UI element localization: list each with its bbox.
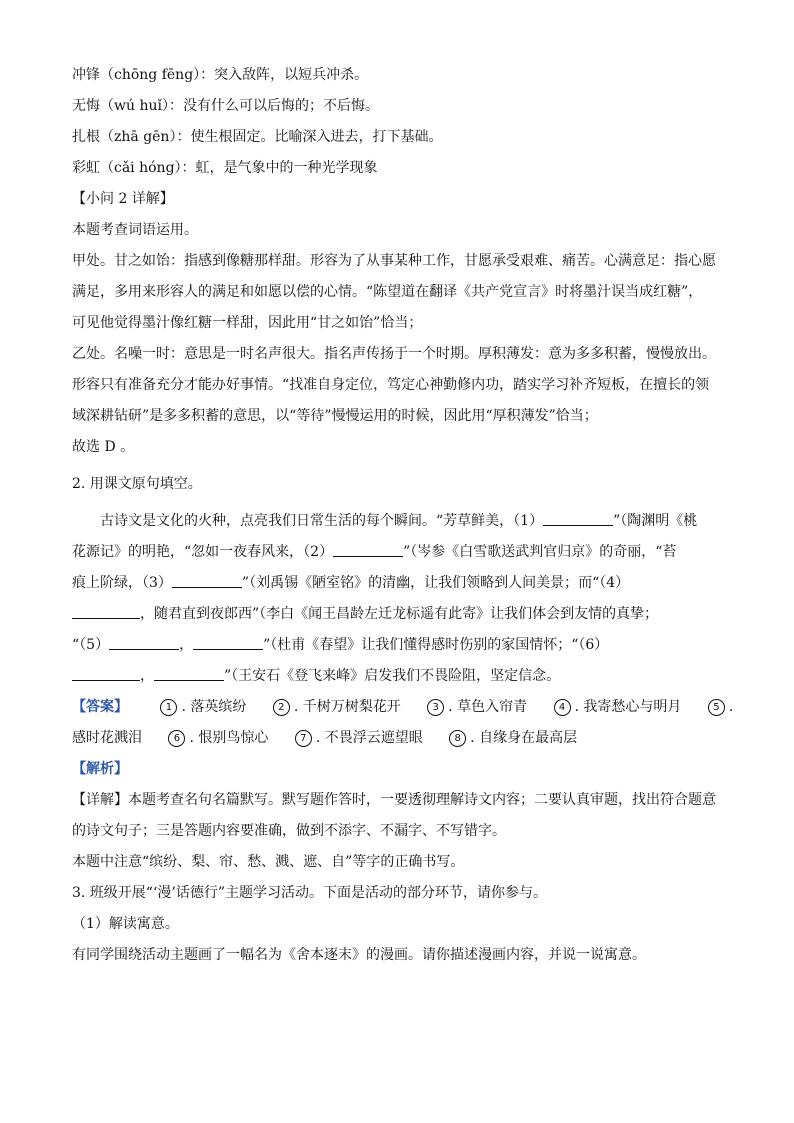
fill-blank-6b[interactable]	[154, 665, 224, 681]
answer-number: 8	[449, 730, 466, 747]
poem-line	[72, 506, 722, 537]
poem-text: ，	[140, 668, 154, 684]
answer-number: 1	[160, 699, 177, 716]
answer-number: 5	[708, 699, 725, 716]
poem-line	[72, 630, 722, 661]
answer-text: 感时花溅泪	[72, 730, 142, 746]
answer-item	[273, 699, 401, 715]
yi-line: 形容只有准备充分才能办好事情。“找准自身定位，笃定心神勤修内功，踏实学习补齐短板，在擅长的领	[72, 377, 710, 393]
poem-line	[72, 537, 722, 568]
answer-item	[295, 730, 423, 746]
answer-number: 6	[168, 730, 185, 747]
q3-subtitle: （1）解读寓意。	[72, 916, 179, 932]
poem-text: ”（刘禹锡《陋室铭》的清幽，让我们领略到人间美景；而“（4）	[241, 575, 630, 591]
q3-title: 3. 班级开展“‘漫’话德行”主题学习活动。下面是活动的部分环节，请你参与。	[72, 885, 548, 901]
poem-text: 花源记》的明艳，“忽如一夜春风来，（2）	[72, 544, 334, 560]
poem-text: ，随君直到夜郎西”（李白《闻王昌龄左迁龙标遥有此寄》让我们体会到友情的真挚；	[140, 606, 659, 622]
q2-title: 2. 用课文原句填空。	[72, 476, 202, 492]
definition-line: 扎根（zhā gēn）：使生根固定。比喻深入进去，打下基础。	[72, 129, 443, 145]
answer-text: . 自缘身在最高层	[470, 730, 578, 746]
detail-line: 本题中注意“缤纷、梨、帘、愁、溅、遮、自”等字的正确书写。	[72, 854, 465, 870]
poem-line	[72, 568, 722, 599]
answer-number: 2	[273, 699, 290, 716]
answer-number: 3	[427, 699, 444, 716]
definition-line: 冲锋（chōng fēng）：突入敌阵，以短兵冲杀。	[72, 67, 369, 83]
poem-line	[72, 599, 722, 630]
answer-text: . 草色入帘青	[448, 699, 528, 715]
q3-text: 有同学围绕活动主题画了一幅名为《舍本逐末》的漫画。请你描述漫画内容，并说一说寓意。	[72, 947, 646, 963]
answer-number: 4	[554, 699, 571, 716]
fill-blank-5b[interactable]	[193, 634, 263, 650]
q2-detail-heading: 【小问 2 详解】	[72, 191, 174, 207]
answer-text: . 恨别鸟惊心	[189, 730, 269, 746]
yi-line: 域深耕钻研”是多多积蓄的意思，以“等待”慢慢运用的时候，因此用“厚积薄发”恰当；	[72, 408, 598, 424]
detail-line: 【详解】本题考查名句名篇默写。默写题作答时，一要透彻理解诗文内容；二要认真审题，找出符合题意	[72, 792, 716, 808]
poem-text: 痕上阶绿，（3）	[72, 575, 172, 591]
answer-row	[72, 692, 734, 723]
poem-text: ”（王安石《登飞来峰》启发我们不畏险阻，坚定信念。	[224, 668, 561, 684]
poem-text: ”（陶渊明《桃	[613, 513, 698, 529]
analysis-label: 【解析】	[72, 761, 128, 777]
answer-number: 7	[295, 730, 312, 747]
answer-item	[168, 730, 268, 746]
fill-blank-3[interactable]	[172, 572, 242, 588]
fill-blank-4[interactable]	[72, 603, 140, 619]
definition-line: 彩虹（cǎi hóng）：虹，是气象中的一种光学现象	[72, 160, 378, 176]
answer-item	[427, 699, 527, 715]
answer-item	[554, 699, 682, 715]
poem-text: 古诗文是文化的火种，点亮我们日常生活的每个瞬间。“芳草鲜美，（1）	[100, 513, 544, 529]
answer-item	[449, 730, 577, 746]
fill-blank-5a[interactable]	[109, 634, 179, 650]
poem-text: ”（杜甫《春望》让我们懂得感时伤别的家国情怀；“（6）	[263, 637, 609, 653]
jia-line: 可见他觉得墨汁像红糖一样甜，因此用“甘之如饴”恰当；	[72, 315, 423, 331]
fill-blank-2[interactable]	[333, 541, 403, 557]
definition-line: 无悔（wú huǐ）：没有什么可以后悔的；不后悔。	[72, 98, 379, 114]
answer-text: . 落英缤纷	[181, 699, 247, 715]
answer-item	[708, 699, 733, 715]
poem-line	[72, 661, 722, 692]
answer-text: . 不畏浮云遮望眼	[315, 730, 423, 746]
detail-line: 的诗文句子；三是答题内容要准确，做到不添字、不漏字、不写错字。	[72, 823, 506, 839]
answer-item	[160, 699, 246, 715]
poem-text: ”（岑参《白雪歌送武判官归京》的奇丽，“苔	[403, 544, 677, 560]
answer-text: . 千树万树梨花开	[293, 699, 401, 715]
fill-blank-1[interactable]	[543, 510, 613, 526]
document-page	[72, 60, 734, 971]
answer-text: . 我寄愁心与明月	[574, 699, 682, 715]
fill-blank-6a[interactable]	[72, 665, 140, 681]
choose-answer: 故选 D 。	[72, 439, 135, 455]
q2-intro: 本题考查词语运用。	[72, 222, 198, 238]
jia-line: 满足，多用来形容人的满足和如愿以偿的心情。“陈望道在翻译《共产党宣言》时将墨汁误当成红糖”，	[72, 284, 703, 300]
answer-text: .	[728, 699, 734, 715]
answer-row	[72, 723, 722, 754]
jia-line: 甲处。甘之如饴：指感到像糖那样甜。形容为了从事某种工作，甘愿承受艰难、痛苦。心满意足：指心愿	[72, 253, 716, 269]
poem-text: “（5）	[72, 637, 110, 653]
yi-line: 乙处。名噪一时：意思是一时名声很大。指名声传扬于一个时期。厚积薄发：意为多多积蓄，慢慢放出。	[72, 346, 716, 362]
poem-text: ，	[179, 637, 194, 653]
answer-label: 【答案】	[72, 699, 128, 715]
